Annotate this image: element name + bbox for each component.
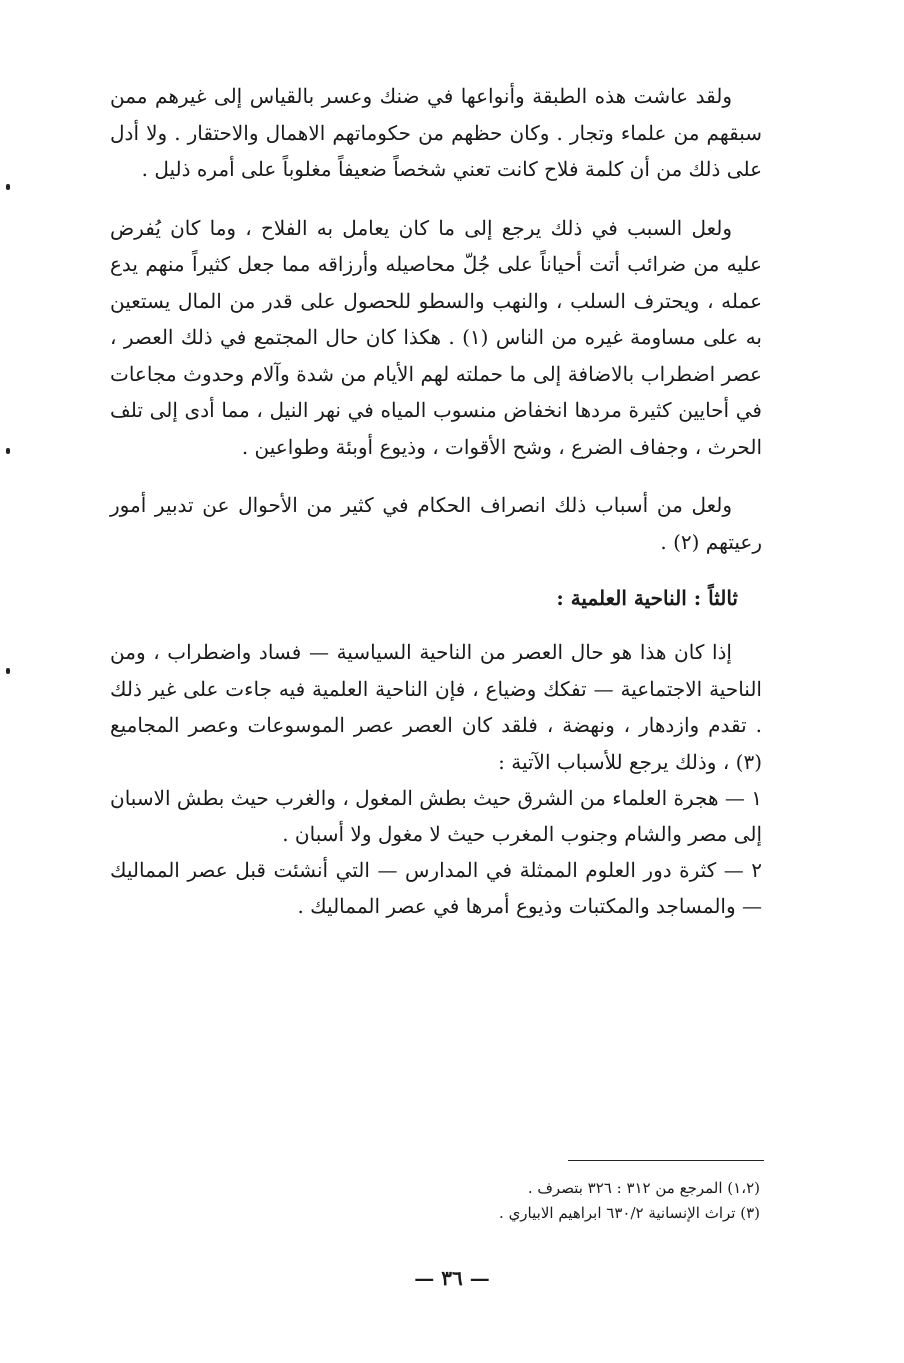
section-heading: ثالثاً : الناحية العلمية : (556, 586, 738, 610)
footnote-3: (٣) تراث الإنسانية ٦٣٠/٢ ابراهيم الابياري . (499, 1204, 760, 1222)
paragraph-rulers: ولعل من أسباب ذلك انصراف الحكام في كثير من الأحوال عن تدبير أمور رعيتهم (٢) . (110, 493, 762, 554)
page-body (110, 78, 762, 924)
margin-mark (6, 184, 10, 190)
paragraph-science: إذا كان هذا هو حال العصر من الناحية السياسية — فساد واضطراب ، ومن الناحية الاجتماعية — تفكك وضياع ، فإن الناحية العلمية فيه جاءت على غير ذلك . تقدم وازدهار ، ونهضة ، فلقد كان العصر عصر الموسوعات وعصر المجاميع (٣) ، وذلك يرجع للأسباب الآتية : (110, 640, 762, 774)
list-item: ٢ — كثرة دور العلوم الممثلة في المدارس — التي أنشئت قبل عصر المماليك — والمساجد والمكتبات وذيوع أمرها في عصر المماليك . (110, 858, 762, 918)
margin-mark (6, 668, 10, 674)
footnote-divider (568, 1160, 764, 1161)
page-number: — ٣٦ — (414, 1266, 490, 1290)
list-item: ١ — هجرة العلماء من الشرق حيث بطش المغول ، والغرب حيث بطش الاسبان إلى مصر والشام وجنوب المغرب حيث لا مغول ولا أسبان . (110, 786, 762, 846)
paragraph-causes: ولعل السبب في ذلك يرجع إلى ما كان يعامل به الفلاح ، وما كان يُفرض عليه من ضرائب أتت أحياناً على جُلّ محاصيله وأرزاقه مما جعل كثيراً منهم يدع عمله ، ويحترف السلب ، والنهب والسطو للحصول على قدر من المال يستعين به على مساومة غيره من الناس (١) . هكذا كان حال المجتمع في ذلك العصر ، عصر اضطراب بالاضافة إلى ما حملته لهم الأيام من شدة وآلام وحدوث مجاعات في أحايين كثيرة مردها انخفاض منسوب المياه في نهر النيل ، مما أدى إلى تلف الحرث ، وجفاف الضرع ، وشح الأقوات ، وذيوع أوبئة وطواعين . (110, 215, 762, 459)
footnote-1-2: (١،٢) المرجع من ٣١٢ : ٣٢٦ بتصرف . (527, 1179, 760, 1197)
footnotes (420, 1176, 760, 1226)
margin-mark (6, 448, 10, 454)
paragraph-peasant-class: ولقد عاشت هذه الطبقة وأنواعها في ضنك وعسر بالقياس إلى غيرهم ممن سبقهم من علماء وتجار . وكان حظهم من حكوماتهم الاهمال والاحتقار . ولا أدل على ذلك من أن كلمة فلاح كانت تعني شخصاً ضعيفاً مغلوباً على أمره ذليل . (110, 84, 762, 181)
